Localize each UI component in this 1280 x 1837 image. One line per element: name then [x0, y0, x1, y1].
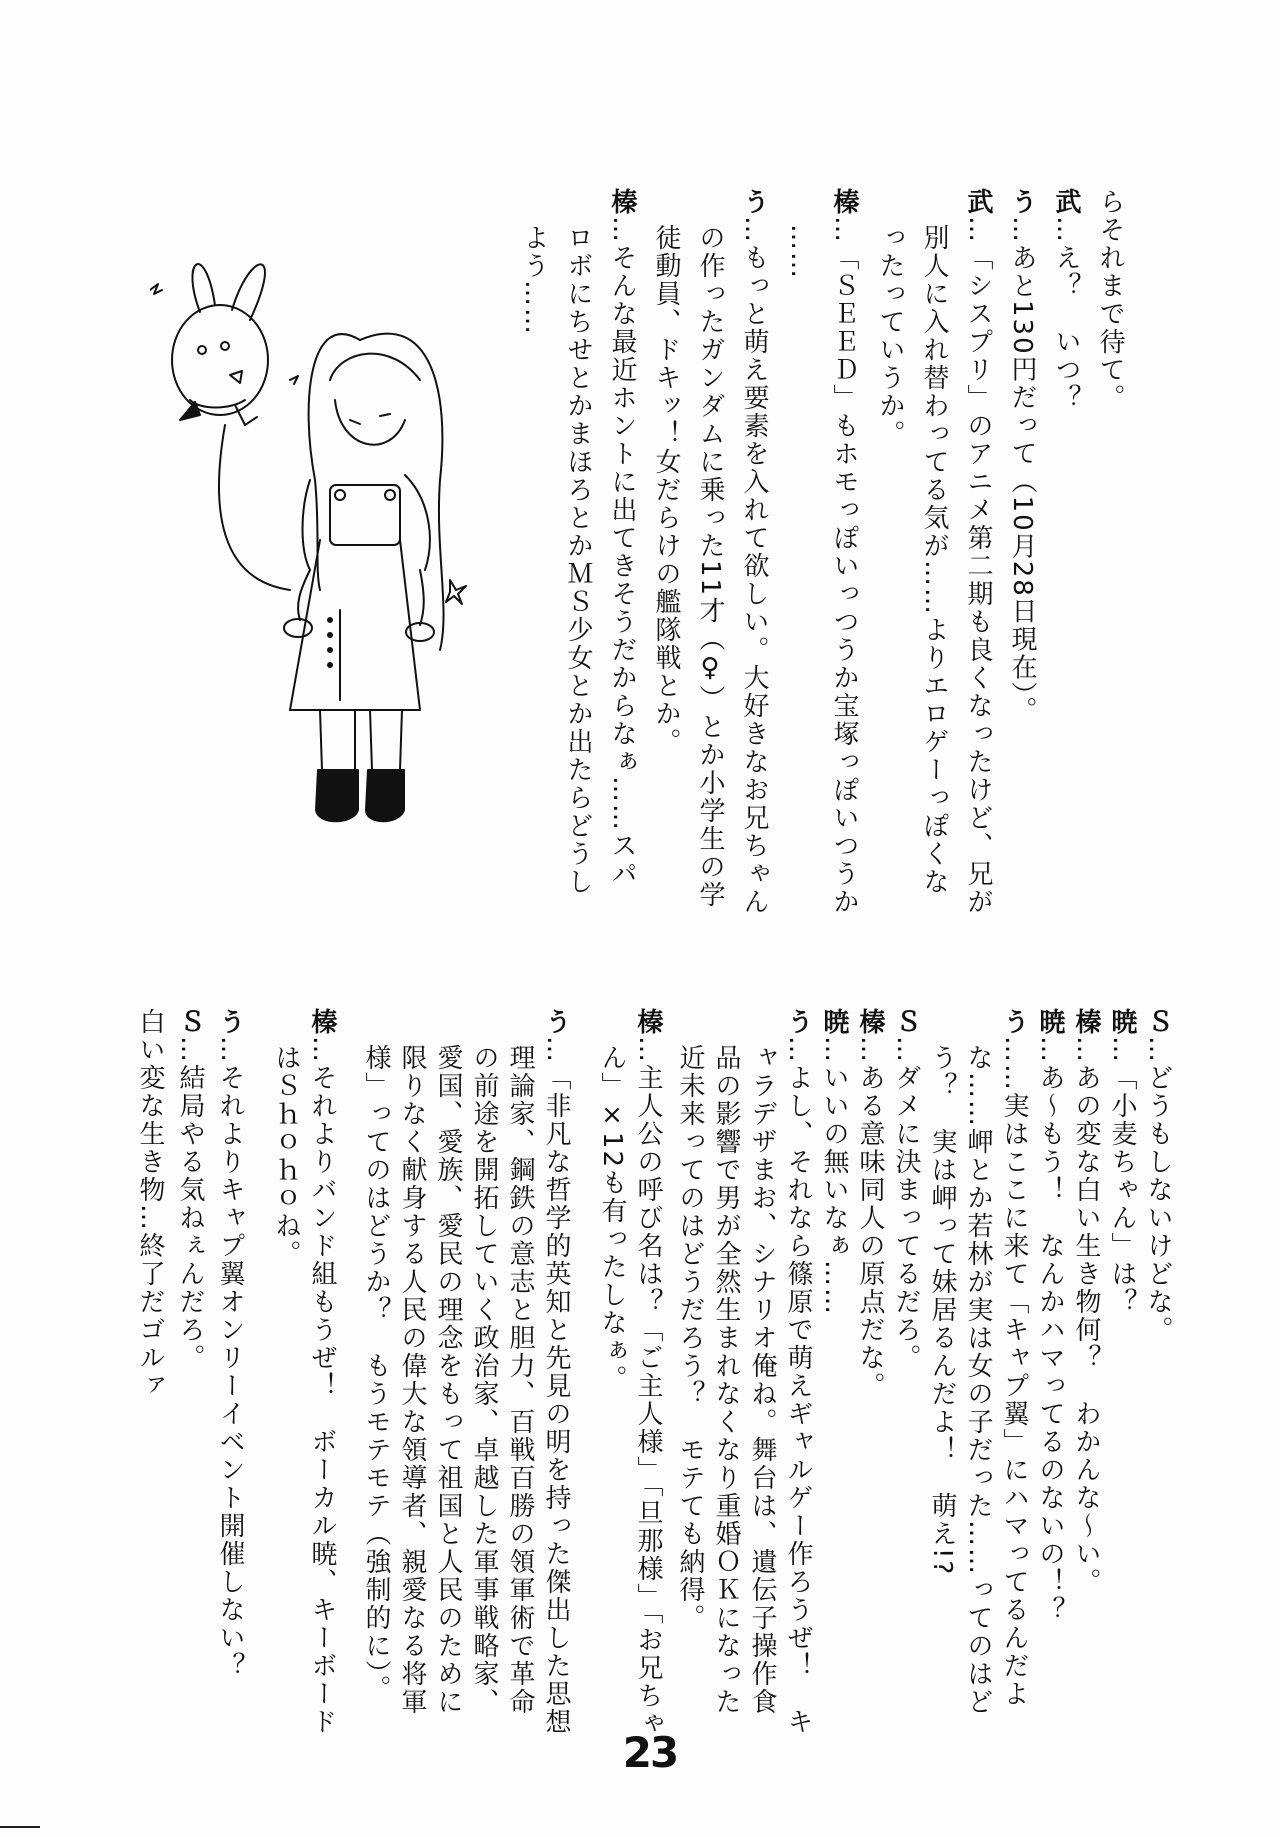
dialogue-line: 理論家、鋼鉄の意志と胆力、百戦百勝の領軍術で革命 — [505, 1044, 535, 1716]
dialogue-line: う…もっと萌え要素を入れて欲しい。大好きなお兄ちゃん — [739, 188, 769, 916]
dialogue-line: う…あと130円だって（10月28日現在）。 — [1007, 188, 1037, 725]
dialogue-line: の前途を開拓していく政治家、卓越した軍事戦略家、 — [469, 1044, 499, 1716]
page-number: 23 — [622, 1728, 678, 1777]
dialogue-line: 徒動員、ドキッ！女だらけの艦隊戦とか。 — [651, 224, 681, 756]
dialogue-line: う……実はここに来て「キャプ翼」にハマってるんだよ — [999, 1008, 1029, 1708]
dialogue-line: Ｓ…どうもしないけどな。 — [1143, 1008, 1173, 1344]
dialogue-line: な……岬とか若林が実は女の子だった……ってのはど — [963, 1044, 993, 1716]
dialogue-line: う…それよりキャプ翼オンリーイベント開催しない？ — [215, 1008, 245, 1680]
dialogue-line: 武…「シスプリ」のアニメ第二期も良くなったけど、兄が — [963, 188, 993, 916]
dialogue-line: 榛…あの変な白い生き物何？ わかんな～い。 — [1071, 1008, 1101, 1596]
dialogue-line: ったっていうか。 — [875, 224, 905, 448]
dialogue-line: 暁…いいの無いなぁ…… — [819, 1008, 849, 1316]
dialogue-line: よう…… — [519, 224, 549, 336]
dialogue-line: 武…え？ いつ？ — [1051, 188, 1081, 412]
dialogue-line: 愛国、愛族、愛民の理念をもって祖国と人民のために — [433, 1044, 463, 1716]
rabbit-balloon — [150, 264, 298, 590]
dialogue-line: う…「非凡な哲学的英知と先見の明を持った傑出した思想 — [541, 1008, 571, 1736]
dialogue-line: ャラデザまお、シナリオ俺ね。舞台は、遺伝子操作食 — [747, 1044, 777, 1716]
dialogue-line: 近未来ってのはどうだろう？ モテても納得。 — [675, 1044, 705, 1632]
dialogue-line: はＳｈｏｈｏね。 — [271, 1044, 301, 1268]
dialogue-line: 様」ってのはどうか？ もうモテモテ（強制的に）。 — [361, 1044, 391, 1703]
dialogue-line: …… — [785, 224, 815, 280]
girl-figure — [284, 334, 466, 822]
dialogue-line: 限りなく献身する人民の偉大な領導者、親愛なる将軍 — [397, 1044, 427, 1716]
dialogue-line: 榛…ある意味同人の原点だな。 — [855, 1008, 885, 1400]
dialogue-line: ん」×12も有ったしなぁ。 — [597, 1044, 627, 1394]
dialogue-line: 暁…「小麦ちゃん」は？ — [1107, 1008, 1137, 1316]
page-edge-mark — [0, 1826, 40, 1828]
dialogue-line: Ｓ…ダメに決まってるだろ。 — [891, 1008, 921, 1372]
dialogue-line: 暁…あ～もう！ なんかハマってるのないの！？ — [1035, 1008, 1065, 1624]
dialogue-line: う…よし、それなら篠原で萌えギャルゲー作ろうぜ！ キ — [783, 1008, 813, 1736]
dialogue-line: 白い変な生き物…終了だゴルァ — [135, 1008, 165, 1400]
dialogue-line: Ｓ…結局やる気ねぇんだろ。 — [175, 1008, 205, 1372]
dialogue-line: らそれまで待て。 — [1095, 188, 1125, 412]
dialogue-line: う？ 実は岬って妹居るんだよ！ 萌え!? — [927, 1044, 957, 1577]
dialogue-line: 品の影響で男が全然生まれなくなり重婚ＯＫになった — [711, 1044, 741, 1716]
dialogue-line: の作ったガンダムに乗った11才（♀）とか小学生の学 — [695, 224, 725, 910]
dialogue-line: 榛…「ＳＥＥＤ」もホモっぽいっつうか宝塚っぽいつうか — [829, 188, 859, 916]
dialogue-line: 別人に入れ替わってる気が……よりエロゲーっぽくな — [919, 224, 949, 896]
dialogue-line: 榛…そんな最近ホントに出てきそうだからなぁ……スパ — [607, 188, 637, 888]
dialogue-line: ロボにちせとかまほろとかＭＳ少女とか出たらどうし — [563, 224, 593, 896]
dialogue-line: 榛…それよりバンド組もうぜ！ ボーカル暁、キーボード — [307, 1008, 337, 1736]
dialogue-line: 榛…主人公の呼び名は？「ご主人様」「旦那様」「お兄ちゃ — [633, 1008, 663, 1738]
